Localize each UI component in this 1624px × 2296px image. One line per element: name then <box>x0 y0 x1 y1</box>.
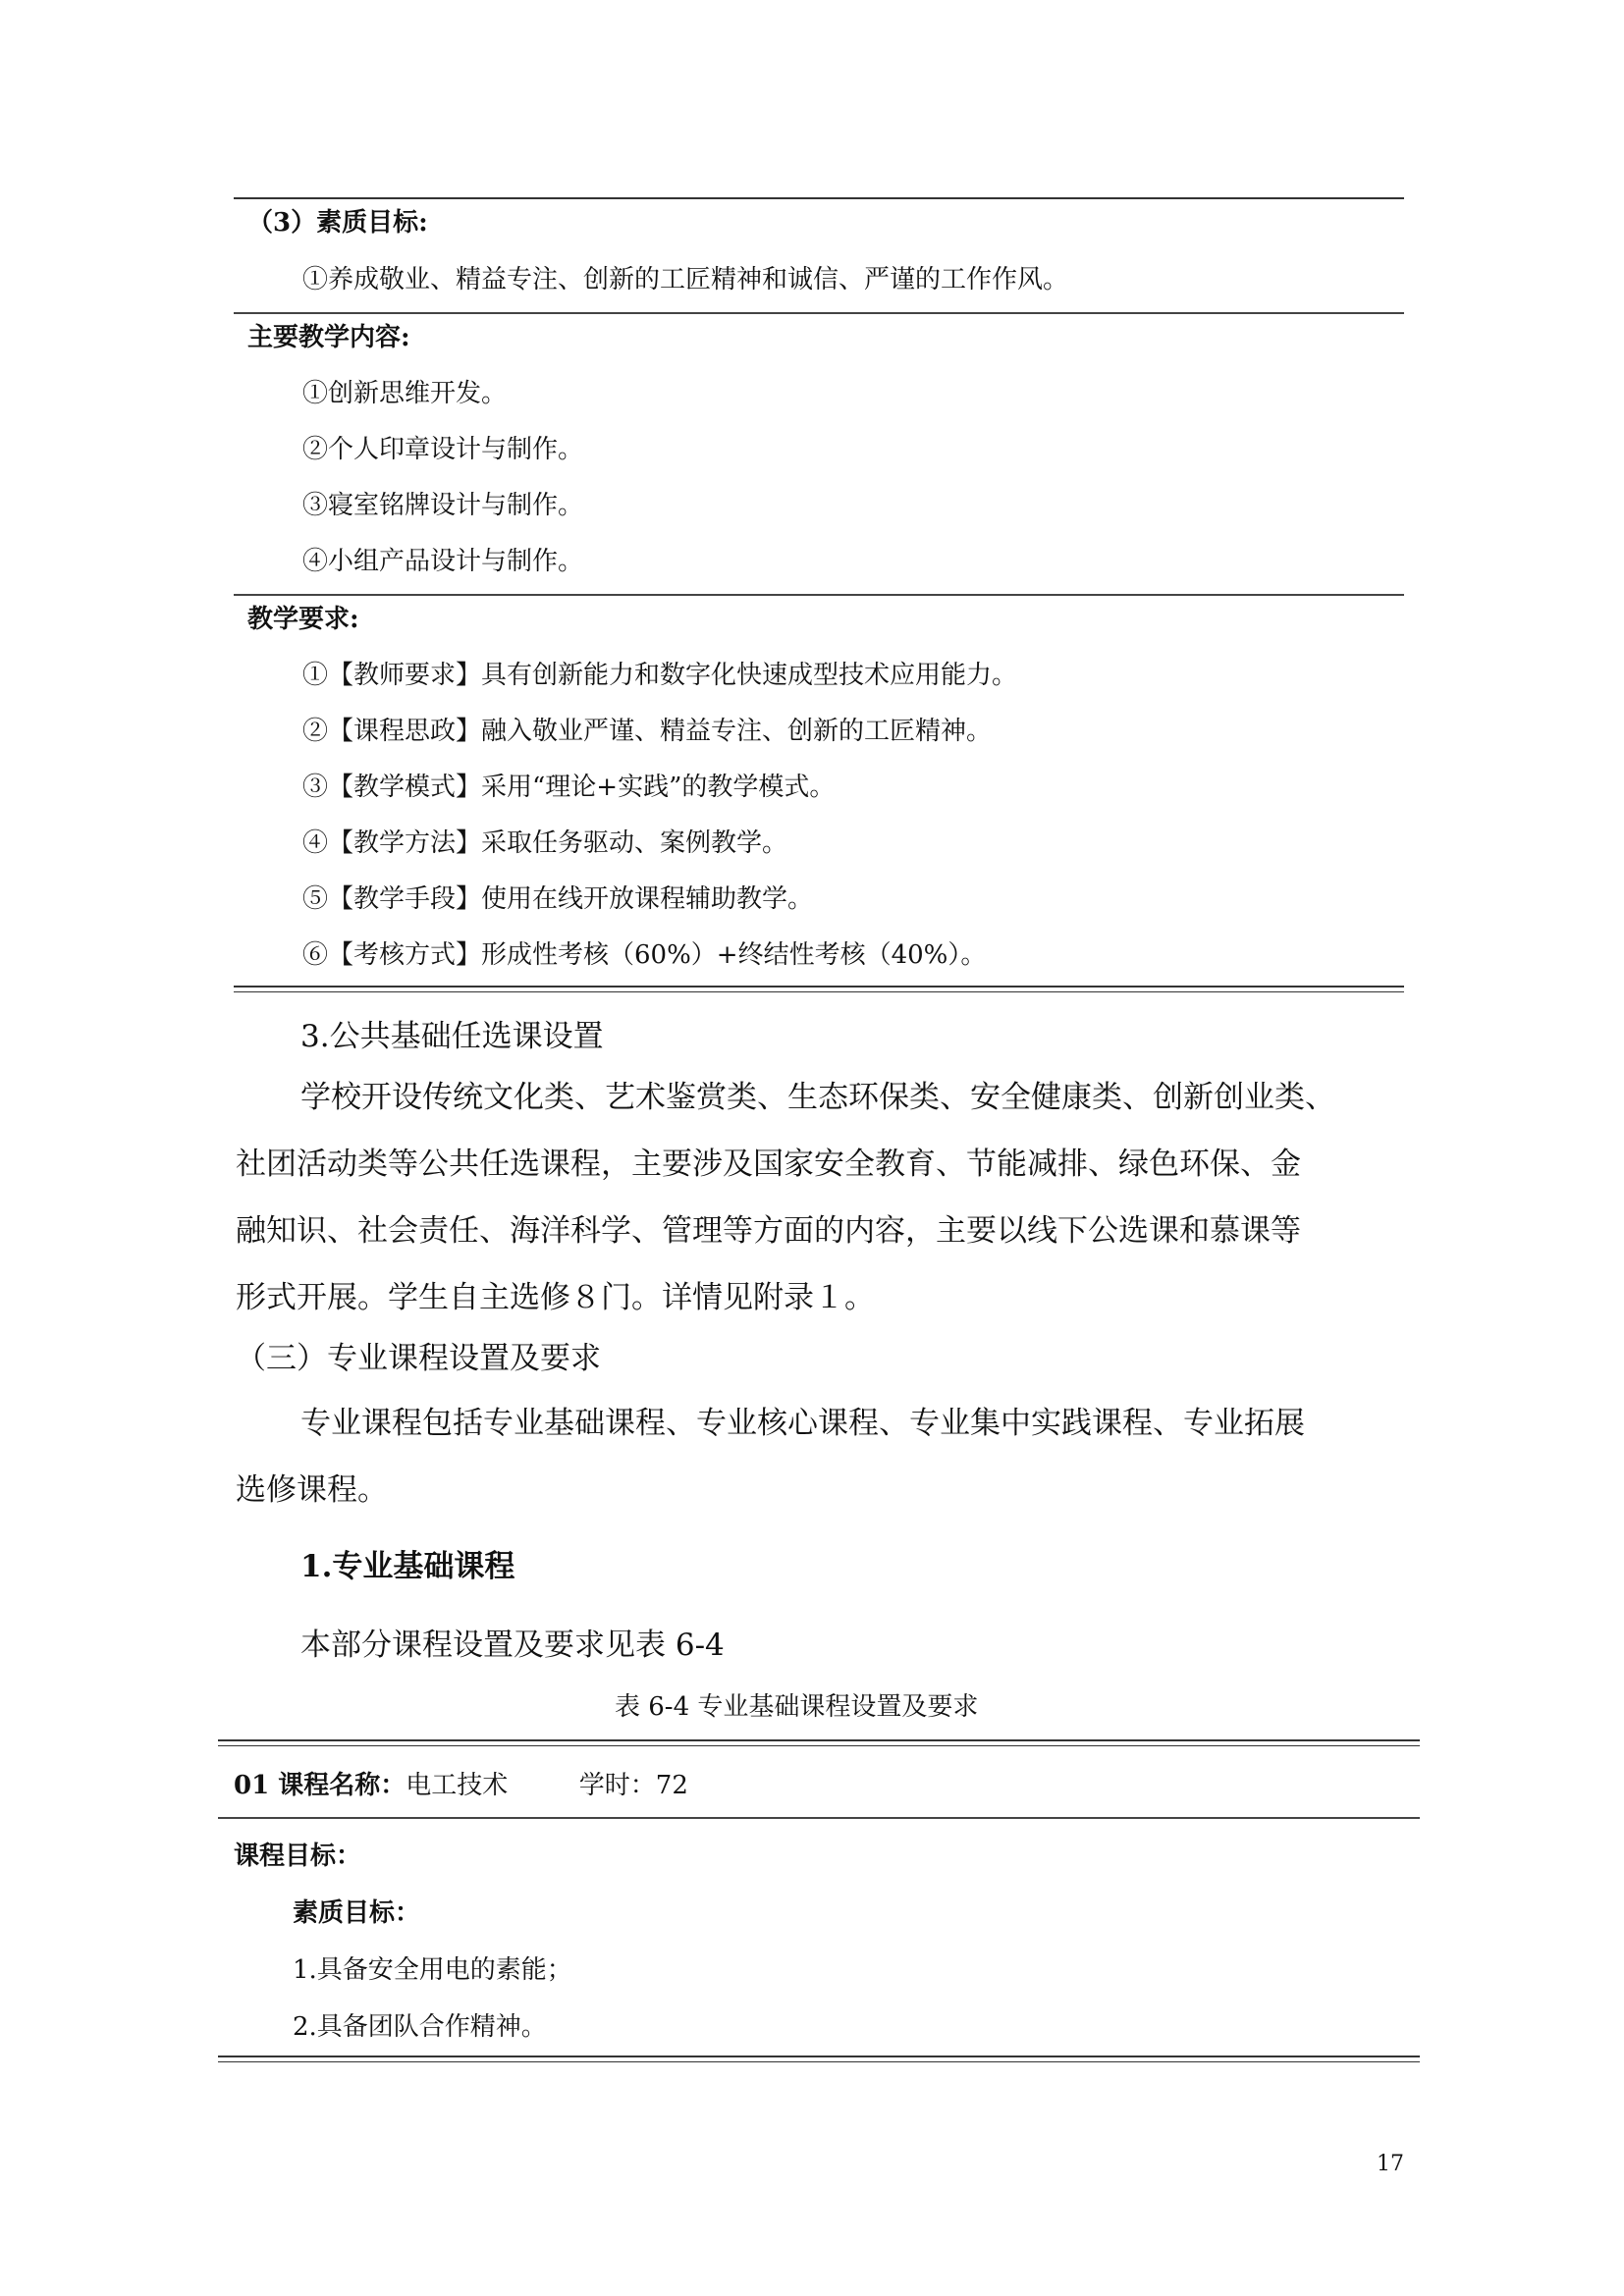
section-heading: 3.公共基础任选课设置 <box>300 1019 604 1054</box>
course-row <box>234 1765 688 1801</box>
paragraph-line: 融知识、社会责任、海洋科学、管理等方面的内容，主要以线下公选课和慕课等 <box>236 1213 1301 1249</box>
intro-text: 本部分课程设置及要求见表 6-4 <box>300 1628 725 1663</box>
table-row-divider <box>234 312 1404 314</box>
quality-item: 1.具备安全用电的素能； <box>293 1955 572 1985</box>
quality-heading: 素质目标： <box>293 1898 421 1928</box>
paragraph-line: 形式开展。学生自主选修８门。详情见附录１。 <box>236 1280 875 1315</box>
goal-heading: 课程目标： <box>234 1842 362 1871</box>
table-row-divider <box>234 594 1404 596</box>
paragraph-line: 专业课程包括专业基础课程、专业核心课程、专业集中实践课程、专业拓展 <box>300 1406 1305 1441</box>
section-heading: （三）专业课程设置及要求 <box>236 1341 601 1376</box>
requirements-item: ②【课程思政】融入敬业严谨、精益专注、创新的工匠精神。 <box>302 717 993 746</box>
requirements-heading: 教学要求: <box>247 605 359 634</box>
quality-goal-item: ①养成敬业、精益专注、创新的工匠精神和诚信、严谨的工作作风。 <box>302 265 1069 294</box>
content-item: ④小组产品设计与制作。 <box>302 547 584 576</box>
content-item: ①创新思维开发。 <box>302 379 508 408</box>
requirements-item: ④【教学方法】采取任务驱动、案例教学。 <box>302 828 788 858</box>
paragraph-line: 学校开设传统文化类、艺术鉴赏类、生态环保类、安全健康类、创新创业类、 <box>300 1080 1335 1115</box>
paragraph-line: 社团活动类等公共任选课程，主要涉及国家安全教育、节能减排、绿色环保、金 <box>236 1147 1301 1182</box>
requirements-item: ①【教师要求】具有创新能力和数字化快速成型技术应用能力。 <box>302 661 1018 690</box>
subsection-heading: 1.专业基础课程 <box>300 1549 515 1584</box>
table-caption: 表 6-4 专业基础课程设置及要求 <box>615 1692 979 1722</box>
page-number: 17 <box>1377 2152 1404 2176</box>
content-item: ②个人印章设计与制作。 <box>302 435 584 464</box>
course-label: 01 课程名称： <box>234 1771 406 1800</box>
table-top-rule <box>234 197 1404 199</box>
table-top-double-rule <box>218 1739 1420 1746</box>
requirements-item: ⑥【考核方式】形成性考核（60%）+终结性考核（40%）。 <box>302 940 987 970</box>
paragraph-line: 选修课程。 <box>236 1472 388 1508</box>
quality-item: 2.具备团队合作精神。 <box>293 2012 547 2042</box>
content-item: ③寝室铭牌设计与制作。 <box>302 491 584 520</box>
requirements-item: ③【教学模式】采用“理论+实践”的教学模式。 <box>302 773 836 802</box>
table-row-divider <box>218 1817 1420 1819</box>
table-bottom-double-rule <box>218 2056 1420 2062</box>
table-bottom-double-rule <box>234 986 1404 992</box>
hours-value: 72 <box>655 1771 688 1800</box>
course-name: 电工技术 <box>406 1771 509 1800</box>
hours-label: 学时： <box>578 1771 656 1800</box>
quality-goal-heading: （3）素质目标: <box>247 208 428 238</box>
requirements-item: ⑤【教学手段】使用在线开放课程辅助教学。 <box>302 884 814 914</box>
content-heading: 主要教学内容: <box>247 323 410 352</box>
